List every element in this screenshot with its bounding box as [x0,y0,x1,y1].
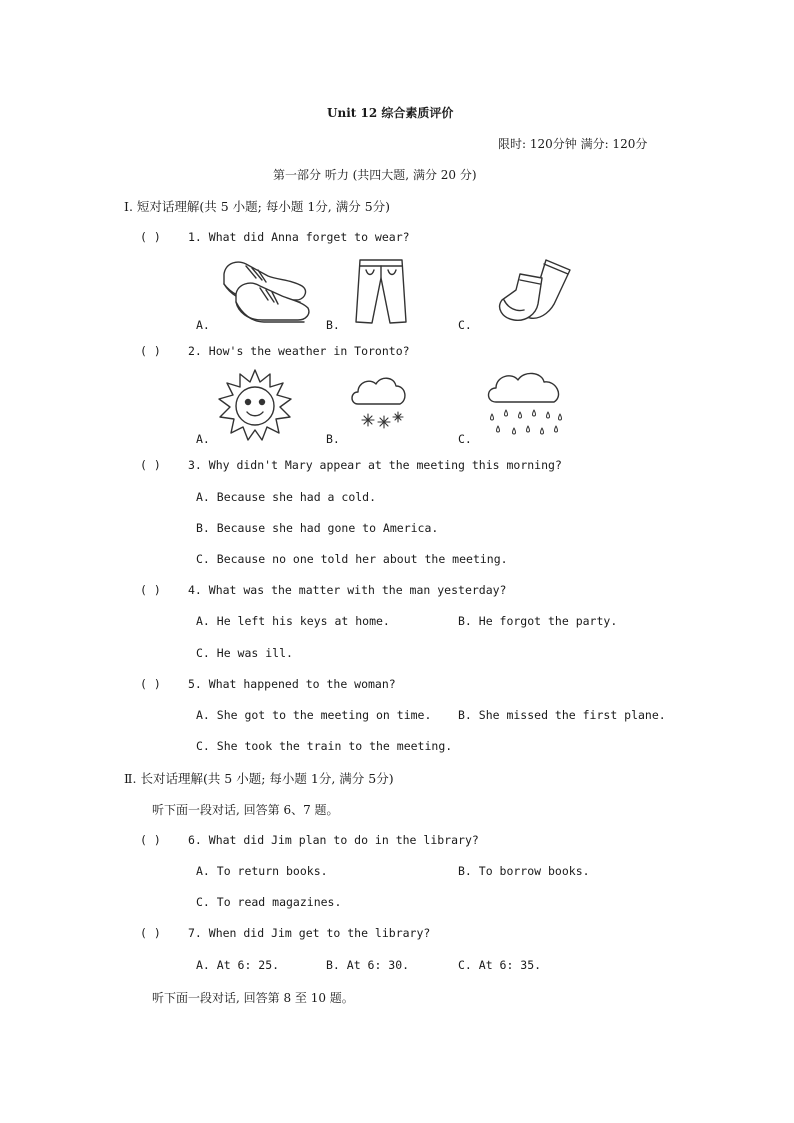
q7-option-a[interactable]: A. At 6: 25. [196,958,280,972]
section2-intro-1: 听下面一段对话, 回答第 6、7 题。 [152,803,339,817]
q6-option-b[interactable]: B. To borrow books. [458,864,590,878]
answer-blank-6[interactable]: ( ) [140,833,161,847]
q1-option-c[interactable]: C. [458,318,472,332]
q6-option-a[interactable]: A. To return books. [196,864,328,878]
snow-cloud-icon [348,372,410,434]
q5-option-a[interactable]: A. She got to the meeting on time. [196,708,432,722]
section2-intro-2: 听下面一段对话, 回答第 8 至 10 题。 [152,991,354,1005]
question-2: 2. How's the weather in Toronto? [188,344,410,358]
section2-heading: Ⅱ. 长对话理解(共 5 小题; 每小题 1分, 满分 5分) [124,771,394,786]
q5-option-c[interactable]: C. She took the train to the meeting. [196,739,453,753]
q4-option-a[interactable]: A. He left his keys at home. [196,614,390,628]
time-limit: 限时: 120分钟 满分: 120分 [498,137,648,151]
q7-option-c[interactable]: C. At 6: 35. [458,958,542,972]
q5-option-b[interactable]: B. She missed the first plane. [458,708,666,722]
q2-option-b[interactable]: B. [326,432,340,446]
page-title: Unit 12 综合素质评价 [327,106,454,120]
question-1: 1. What did Anna forget to wear? [188,230,410,244]
q2-option-c[interactable]: C. [458,432,472,446]
question-3: 3. Why didn't Mary appear at the meeting this morning? [188,458,562,472]
q1-option-a[interactable]: A. [196,318,210,332]
question-6: 6. What did Jim plan to do in the library? [188,833,479,847]
question-7: 7. When did Jim get to the library? [188,926,431,940]
q2-option-a[interactable]: A. [196,432,210,446]
q1-option-b[interactable]: B. [326,318,340,332]
sun-icon [216,368,294,442]
q3-option-a[interactable]: A. Because she had a cold. [196,490,377,504]
answer-blank-7[interactable]: ( ) [140,926,161,940]
sneakers-icon [216,256,311,326]
answer-blank-3[interactable]: ( ) [140,458,161,472]
rain-cloud-icon [484,368,566,440]
trousers-icon [352,256,410,326]
answer-blank-2[interactable]: ( ) [140,344,161,358]
answer-blank-4[interactable]: ( ) [140,583,161,597]
question-5: 5. What happened to the woman? [188,677,396,691]
answer-blank-1[interactable]: ( ) [140,230,161,244]
q7-option-b[interactable]: B. At 6: 30. [326,958,410,972]
answer-blank-5[interactable]: ( ) [140,677,161,691]
q4-option-b[interactable]: B. He forgot the party. [458,614,618,628]
q3-option-c[interactable]: C. Because no one told her about the meeting. [196,552,508,566]
q6-option-c[interactable]: C. To read magazines. [196,895,342,909]
section1-heading: Ⅰ. 短对话理解(共 5 小题; 每小题 1分, 满分 5分) [124,199,391,214]
q4-option-c[interactable]: C. He was ill. [196,646,293,660]
question-4: 4. What was the matter with the man yesterday? [188,583,507,597]
socks-icon [490,256,578,326]
q3-option-b[interactable]: B. Because she had gone to America. [196,521,439,535]
part-title: 第一部分 听力 (共四大题, 满分 20 分) [273,168,477,182]
